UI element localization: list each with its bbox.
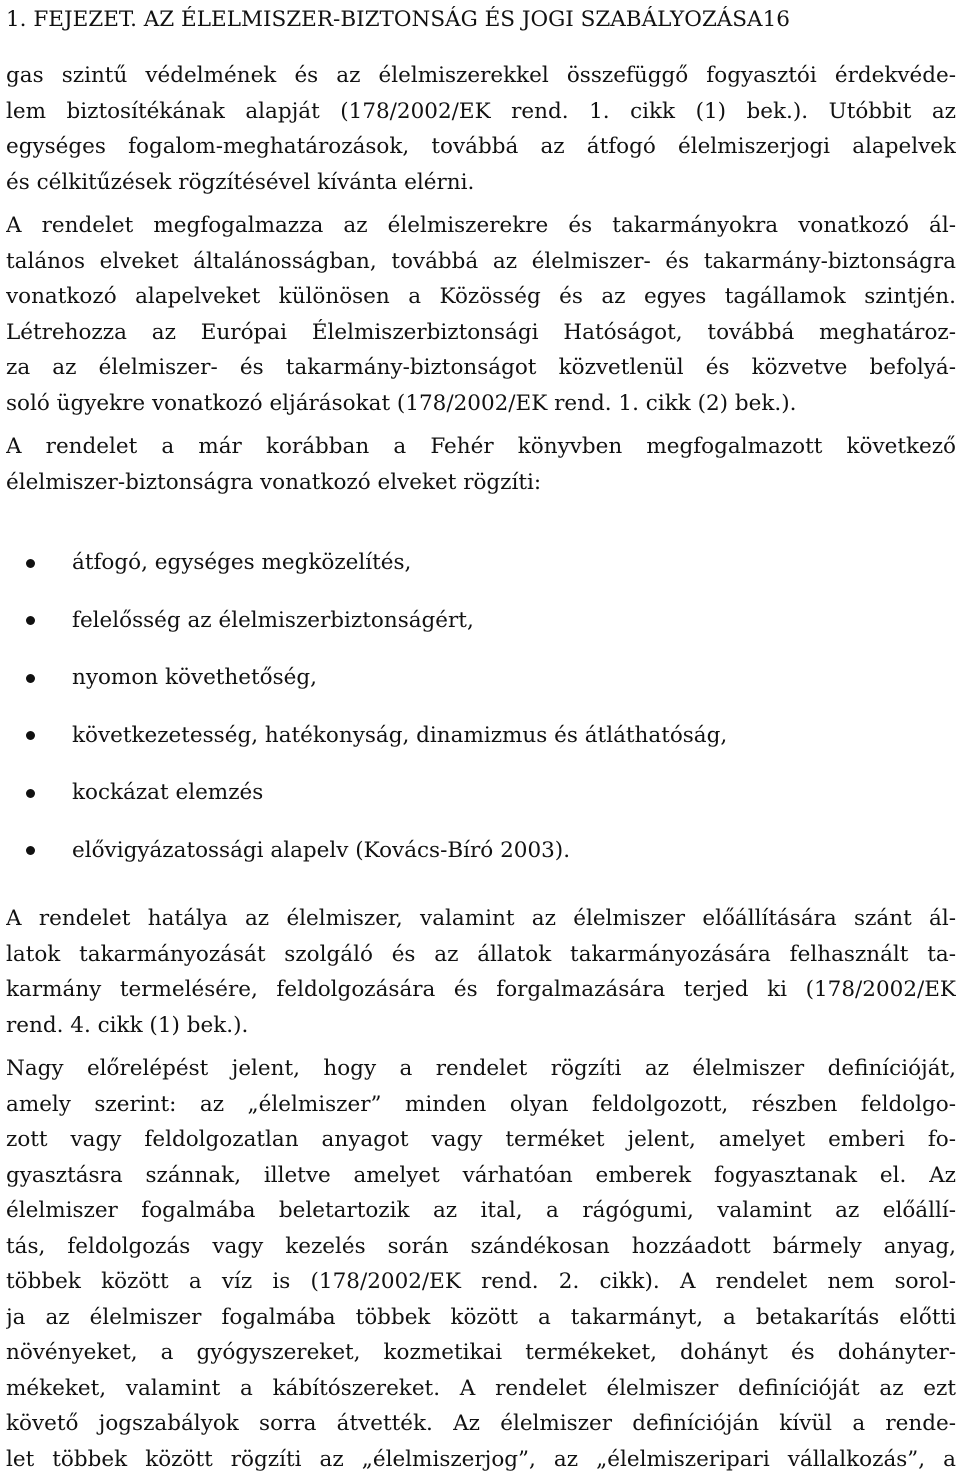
paragraph <box>6 208 956 421</box>
paragraph <box>6 901 956 1043</box>
list-item <box>6 534 956 592</box>
text-line: és célkitűzések rögzítésével kívánta elérni. <box>6 165 956 201</box>
text-line: követő jogszabályok sorra átvették. Az élelmiszer definícióján kívül a rende- <box>6 1406 956 1442</box>
text-line: ja az élelmiszer fogalmába többek között a takarmányt, a betakarítás előtti <box>6 1300 956 1336</box>
list-item-text: elővigyázatossági alapelv (Kovács-Bíró 2003). <box>72 838 570 863</box>
text-line: többek között a víz is (178/2002/EK rend. 2. cikk). A rendelet nem sorol- <box>6 1264 956 1300</box>
list-item-text: felelősség az élelmiszerbiztonságért, <box>72 608 474 633</box>
text-line: za az élelmiszer- és takarmány-biztonságot közvetlenül és közvetve befolyá- <box>6 350 956 386</box>
list-item-text: következetesség, hatékonyság, dinamizmus és átláthatóság, <box>72 723 727 748</box>
text-line: zott vagy feldolgozatlan anyagot vagy terméket jelent, amelyet emberi fo- <box>6 1122 956 1158</box>
list-item-text: átfogó, egységes megközelítés, <box>72 550 411 575</box>
bullet-icon <box>26 731 35 740</box>
bullet-icon <box>26 846 35 855</box>
text-line: latok takarmányozását szolgáló és az állatok takarmányozására felhasznált ta- <box>6 937 956 973</box>
text-line: A rendelet a már korábban a Fehér könyvben megfogalmazott következő <box>6 429 956 465</box>
text-line: amely szerint: az „élelmiszer” minden olyan feldolgozott, részben feldolgo- <box>6 1087 956 1123</box>
bullet-icon <box>26 674 35 683</box>
list-item <box>6 707 956 765</box>
text-line: gas szintű védelmének és az élelmiszerekkel összefüggő fogyasztói érdekvéde- <box>6 58 956 94</box>
text-line: élelmiszer-biztonságra vonatkozó elveket rögzíti: <box>6 465 956 501</box>
text-line: A rendelet hatálya az élelmiszer, valamint az élelmiszer előállítására szánt ál- <box>6 901 956 937</box>
text-line: gyasztásra szánnak, illetve amelyet várhatóan emberek fogyasztanak el. Az <box>6 1158 956 1194</box>
chapter-title: 1. FEJEZET. AZ ÉLELMISZER-BIZTONSÁG ÉS JOGI SZABÁLYOZÁSA <box>6 7 763 32</box>
list-item <box>6 822 956 880</box>
text-line: A rendelet megfogalmazza az élelmiszerekre és takarmányokra vonatkozó ál- <box>6 208 956 244</box>
bullet-icon <box>26 559 35 568</box>
document-page <box>6 4 956 1477</box>
list-item-text: kockázat elemzés <box>72 780 263 805</box>
list-item <box>6 764 956 822</box>
bullet-icon <box>26 616 35 625</box>
text-line: rend. 4. cikk (1) bek.). <box>6 1008 956 1044</box>
paragraph <box>6 429 956 500</box>
list-item-text: nyomon követhetőség, <box>72 665 317 690</box>
text-line: egységes fogalom-meghatározások, továbbá az átfogó élelmiszerjogi alapelvek <box>6 129 956 165</box>
text-line: élelmiszer fogalmába beletartozik az ital, a rágógumi, valamint az előállí- <box>6 1193 956 1229</box>
text-line: mékeket, valamint a kábítószereket. A rendelet élelmiszer definícióját az ezt <box>6 1371 956 1407</box>
bullet-icon <box>26 789 35 798</box>
text-line: lem biztosítékának alapját (178/2002/EK rend. 1. cikk (1) bek.). Utóbbit az <box>6 94 956 130</box>
principles-list <box>6 534 956 879</box>
running-header <box>6 4 956 36</box>
text-line: Nagy előrelépést jelent, hogy a rendelet rögzíti az élelmiszer definícióját, <box>6 1051 956 1087</box>
list-item <box>6 592 956 650</box>
text-line: növényeket, a gyógyszereket, kozmetikai termékeket, dohányt és dohányter- <box>6 1335 956 1371</box>
list-item <box>6 649 956 707</box>
text-line: soló ügyekre vonatkozó eljárásokat (178/2002/EK rend. 1. cikk (2) bek.). <box>6 386 956 422</box>
paragraph <box>6 58 956 200</box>
text-line: vonatkozó alapelveket különösen a Közösség és az egyes tagállamok szintjén. <box>6 279 956 315</box>
paragraph <box>6 1051 956 1477</box>
page-number: 16 <box>763 7 790 32</box>
text-line: tás, feldolgozás vagy kezelés során szándékosan hozzáadott bármely anyag, <box>6 1229 956 1265</box>
text-line: let többek között rögzíti az „élelmiszerjog”, az „élelmiszeripari vállalkozás”, a <box>6 1442 956 1477</box>
text-line: Létrehozza az Európai Élelmiszerbiztonsági Hatóságot, továbbá meghatároz- <box>6 315 956 351</box>
text-line: talános elveket általánosságban, továbbá az élelmiszer- és takarmány-biztonságra <box>6 244 956 280</box>
text-line: karmány termelésére, feldolgozására és forgalmazására terjed ki (178/2002/EK <box>6 972 956 1008</box>
